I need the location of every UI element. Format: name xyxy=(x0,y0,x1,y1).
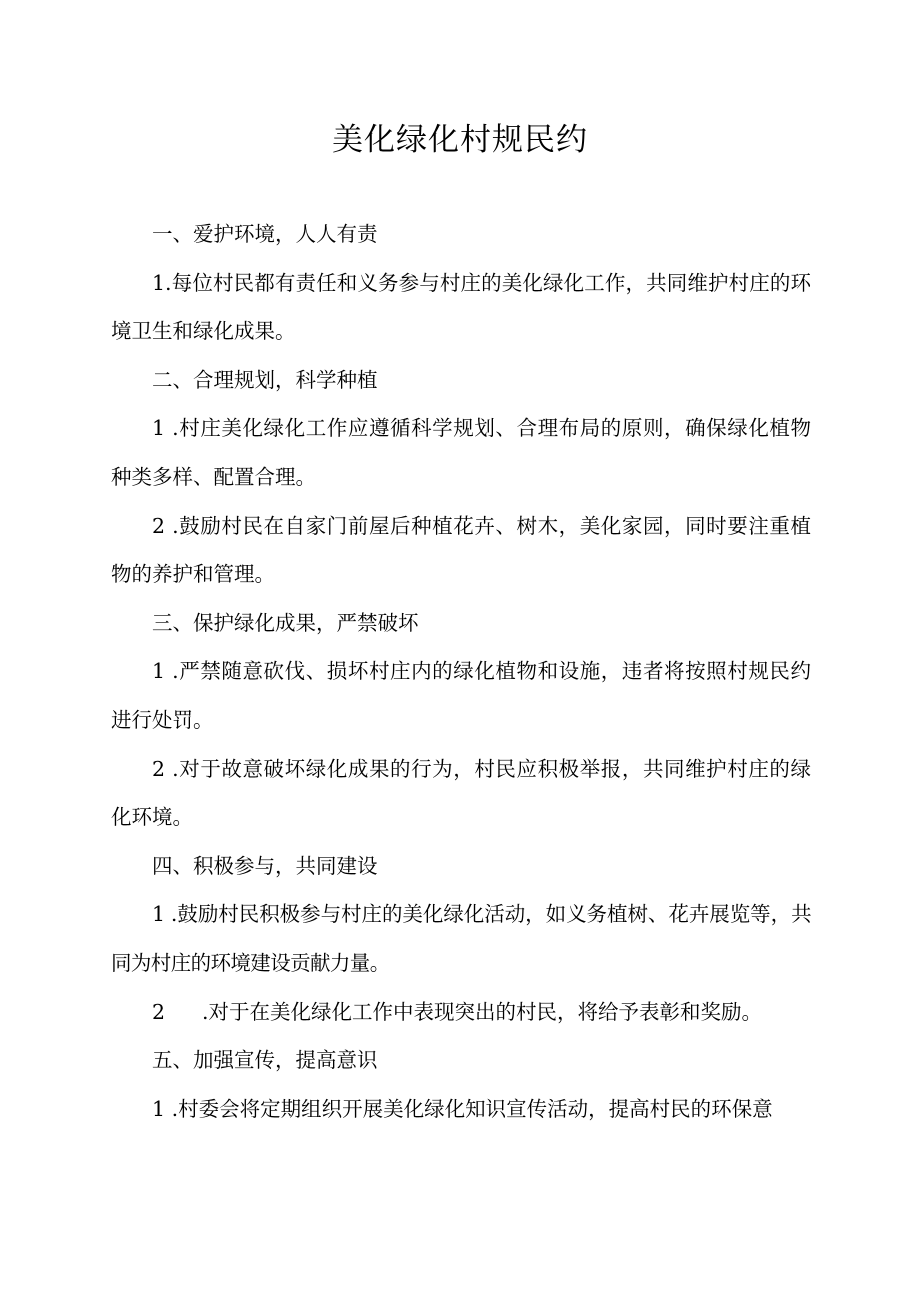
section-heading-1: 一、爱护环境，人人有责 xyxy=(152,222,378,246)
section-3-item-1 xyxy=(111,647,811,744)
section-4-item-1 xyxy=(111,890,811,987)
section-4-item-2 xyxy=(111,988,811,1037)
item-text: .对于故意破坏绿化成果的行为，村民应积极举报，共同维护村庄的绿化环境。 xyxy=(111,756,811,830)
item-number: 1 xyxy=(152,902,165,927)
section-1-item-1 xyxy=(111,259,811,356)
section-3-item-2 xyxy=(111,745,811,842)
item-text: .对于在美化绿化工作中表现突出的村民，将给予表彰和奖励。 xyxy=(202,999,763,1024)
section-2-item-2 xyxy=(111,502,811,599)
item-number: 1 xyxy=(152,659,166,684)
item-number: 2 xyxy=(152,999,166,1024)
item-number: 1 xyxy=(152,416,166,441)
item-text: .鼓励村民积极参与村庄的美化绿化活动，如义务植树、花卉展览等，共同为村庄的环境建设贡献力量。 xyxy=(111,902,811,975)
item-number: 1 xyxy=(152,270,166,295)
section-heading-2: 二、合理规划，科学种植 xyxy=(152,367,378,392)
item-text: .村庄美化绿化工作应遵循科学规划、合理布局的原则，确保绿化植物种类多样、配置合理。 xyxy=(111,416,811,489)
section-heading-4: 四、积极参与，共同建设 xyxy=(152,853,378,878)
document-body xyxy=(111,210,811,1133)
item-number: 1 xyxy=(152,1096,166,1121)
item-text: .严禁随意砍伐、损坏村庄内的绿化植物和设施，违者将按照村规民约进行处罚。 xyxy=(111,659,811,732)
section-5-item-1 xyxy=(111,1085,811,1134)
item-number: 2 xyxy=(152,756,166,781)
section-2-item-1 xyxy=(111,404,811,501)
item-number: 2 xyxy=(152,513,166,538)
section-heading-5: 五、加强宣传，提高意识 xyxy=(152,1048,378,1073)
item-text: .每位村民都有责任和义务参与村庄的美化绿化工作，共同维护村庄的环境卫生和绿化成果。 xyxy=(111,270,811,344)
section-heading-3: 三、保护绿化成果，严禁破坏 xyxy=(152,610,419,635)
item-text: .村委会将定期组织开展美化绿化知识宣传活动，提高村民的环保意 xyxy=(165,1096,773,1121)
item-text: .鼓励村民在自家门前屋后种植花卉、树木，美化家园，同时要注重植物的养护和管理。 xyxy=(111,513,811,587)
document-title: 美化绿化村规民约 xyxy=(332,122,588,158)
